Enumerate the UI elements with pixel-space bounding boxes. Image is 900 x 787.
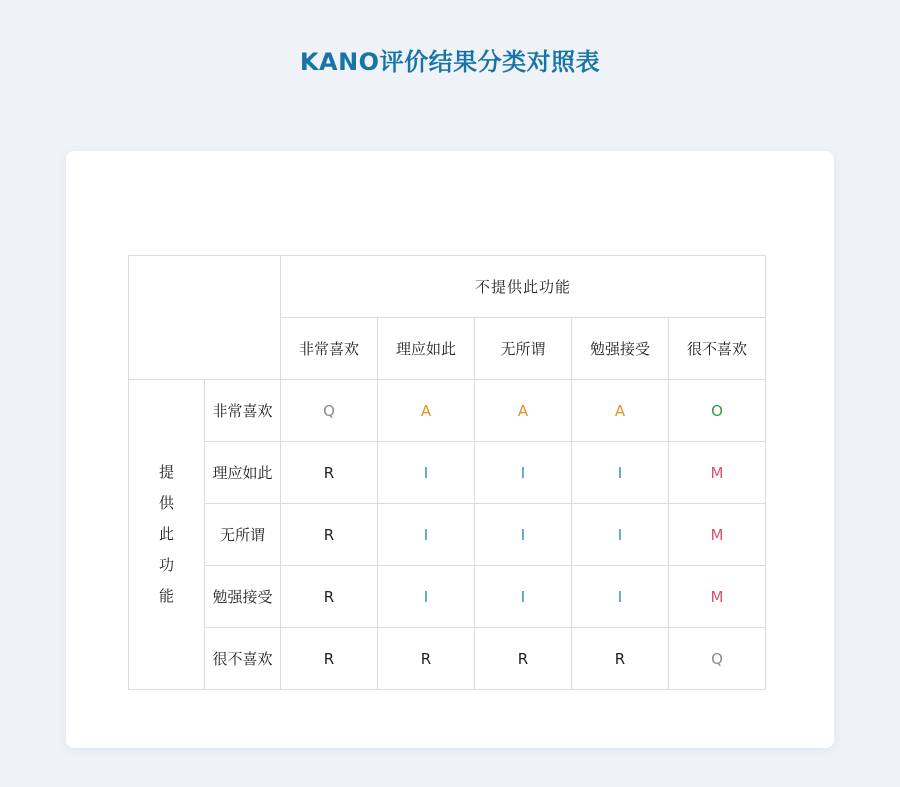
result-cell: I <box>378 504 475 566</box>
column-header: 勉强接受 <box>572 318 669 380</box>
result-cell: I <box>378 442 475 504</box>
row-header: 理应如此 <box>205 442 281 504</box>
result-cell: R <box>572 628 669 690</box>
result-cell: R <box>378 628 475 690</box>
result-cell: R <box>281 628 378 690</box>
result-cell: R <box>281 566 378 628</box>
row-group-char: 功 <box>158 556 174 574</box>
result-cell: A <box>475 380 572 442</box>
result-cell: R <box>475 628 572 690</box>
result-cell: R <box>281 504 378 566</box>
row-header: 非常喜欢 <box>205 380 281 442</box>
table-card <box>66 151 834 748</box>
column-header: 很不喜欢 <box>669 318 766 380</box>
result-cell: A <box>378 380 475 442</box>
result-cell: Q <box>281 380 378 442</box>
row-header: 勉强接受 <box>205 566 281 628</box>
row-header: 很不喜欢 <box>205 628 281 690</box>
result-cell: I <box>475 566 572 628</box>
row-header: 无所谓 <box>205 504 281 566</box>
kano-table <box>128 255 766 690</box>
row-group-header <box>129 380 205 690</box>
row-group-char: 能 <box>158 587 174 605</box>
column-group-header: 不提供此功能 <box>281 256 766 318</box>
column-header: 理应如此 <box>378 318 475 380</box>
result-cell: I <box>572 442 669 504</box>
result-cell: I <box>572 504 669 566</box>
row-group-char: 此 <box>158 525 174 543</box>
result-cell: M <box>669 442 766 504</box>
result-cell: I <box>378 566 475 628</box>
row-group-char: 提 <box>158 463 174 481</box>
result-cell: I <box>475 442 572 504</box>
result-cell: O <box>669 380 766 442</box>
column-header: 无所谓 <box>475 318 572 380</box>
result-cell: M <box>669 566 766 628</box>
column-header: 非常喜欢 <box>281 318 378 380</box>
row-group-char: 供 <box>158 494 174 512</box>
result-cell: R <box>281 442 378 504</box>
corner-cell <box>129 256 281 380</box>
result-cell: I <box>475 504 572 566</box>
page-title: KANO评价结果分类对照表 <box>299 48 601 76</box>
result-cell: A <box>572 380 669 442</box>
result-cell: Q <box>669 628 766 690</box>
result-cell: I <box>572 566 669 628</box>
result-cell: M <box>669 504 766 566</box>
